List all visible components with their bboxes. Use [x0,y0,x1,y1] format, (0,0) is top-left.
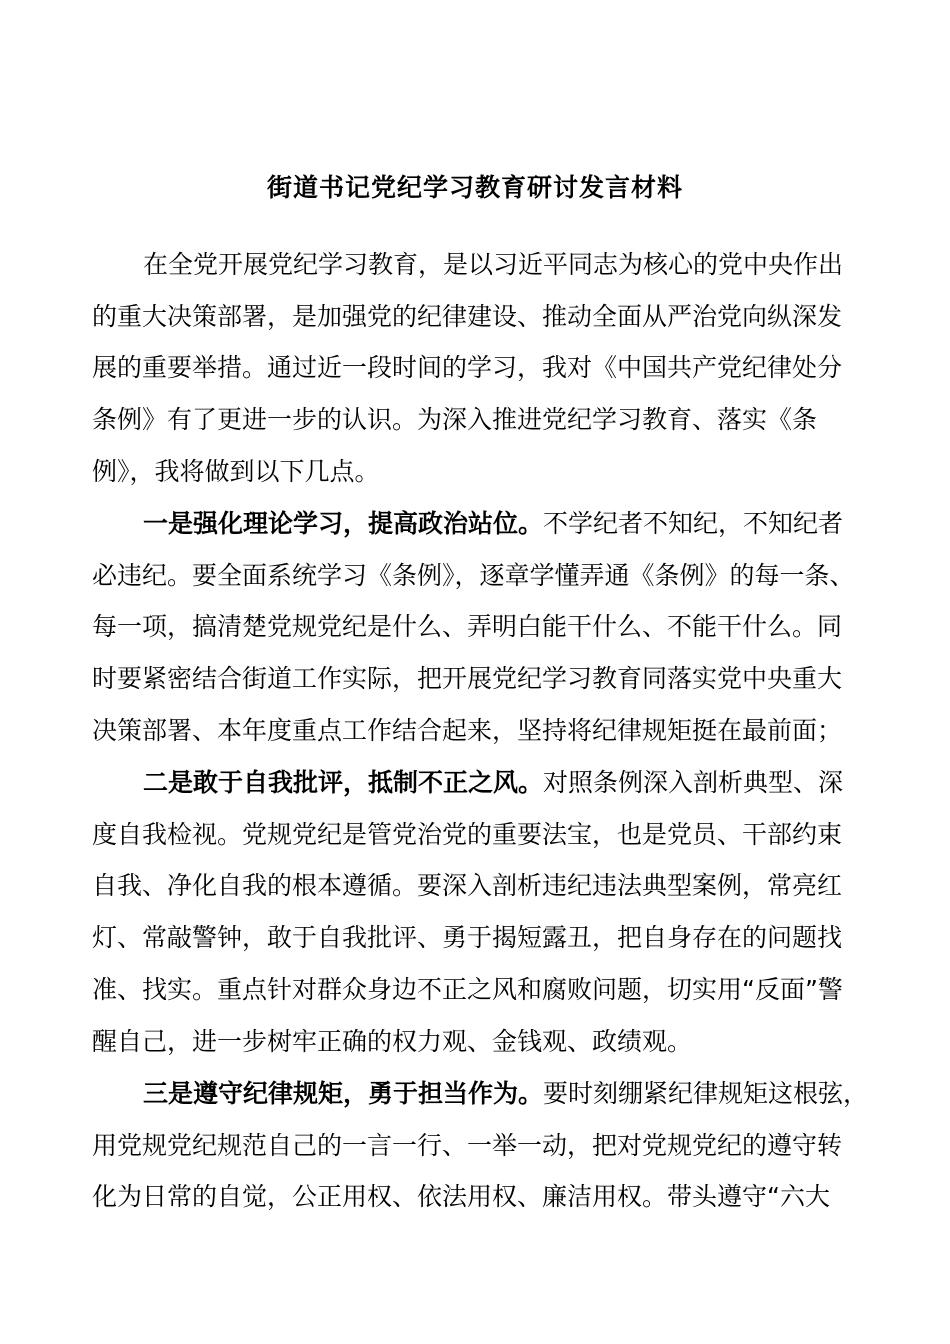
paragraph-1-line-4: 条例》有了更进一步的认识。为深入推进党纪学习教育、落实《条 [92,405,818,434]
paragraph-4-lead: 三是遵守纪律规矩，勇于担当作为。 [143,1079,544,1108]
paragraph-4-first-rest: 要时刻绷紧纪律规矩这根弦， [543,1079,869,1108]
paragraph-2-first-rest: 不学纪者不知纪，不知纪者 [543,509,844,538]
paragraph-4-line-1 [143,1074,883,1114]
paragraph-3-first-rest: 对照条例深入剖析典型、深 [543,768,844,797]
paragraph-2-line-3: 每一项，搞清楚党规党纪是什么、弄明白能干什么、不能干什么。同 [92,612,843,641]
paragraph-4-line-2: 用党规党纪规范自己的一言一行、一举一动，把对党规党纪的遵守转 [92,1131,843,1160]
paragraph-3-line-5: 准、找实。重点针对群众身边不正之风和腐败问题，切实用“反面”警 [92,975,843,1004]
paragraph-3-line-1 [143,763,883,803]
paragraph-2-lead: 一是强化理论学习，提高政治站位。 [143,509,544,538]
paragraph-2-line-4: 时要紧密结合街道工作实际，把开展党纪学习教育同落实党中央重大 [92,664,843,693]
paragraph-2-line-1 [143,504,883,544]
paragraph-2-line-2: 必违纪。要全面系统学习《条例》，逐章学懂弄通《条例》的每一条、 [92,561,855,590]
paragraph-3-lead: 二是敢于自我批评，抵制不正之风。 [143,768,544,797]
paragraph-1-line-5: 例》，我将做到以下几点。 [92,457,380,486]
paragraph-3-line-2: 度自我检视。党规党纪是管党治党的重要法宝，也是党员、干部约束 [92,820,843,849]
paragraph-1-line-1: 在全党开展党纪学习教育，是以习近平同志为核心的党中央作出 [143,250,844,279]
paragraph-1-line-3: 展的重要举措。通过近一段时间的学习，我对《中国共产党纪律处分 [92,353,843,382]
document-title: 街道书记党纪学习教育研讨发言材料 [266,173,683,202]
paragraph-1-line-2: 的重大决策部署，是加强党的纪律建设、推动全面从严治党向纵深发 [92,302,843,331]
paragraph-4-line-3: 化为日常的自觉，公正用权、依法用权、廉洁用权。带头遵守“六大 [92,1182,830,1211]
paragraph-3-line-3: 自我、净化自我的根本遵循。要深入剖析违纪违法典型案例，常亮红 [92,871,843,900]
paragraph-3-line-6: 醒自己，进一步树牢正确的权力观、金钱观、政绩观。 [92,1027,693,1056]
paragraph-2-line-5: 决策部署、本年度重点工作结合起来，坚持将纪律规矩挺在最前面； [92,716,843,745]
paragraph-3-line-4: 灯、常敲警钟，敢于自我批评、勇于揭短露丑，把自身存在的问题找 [92,923,843,952]
